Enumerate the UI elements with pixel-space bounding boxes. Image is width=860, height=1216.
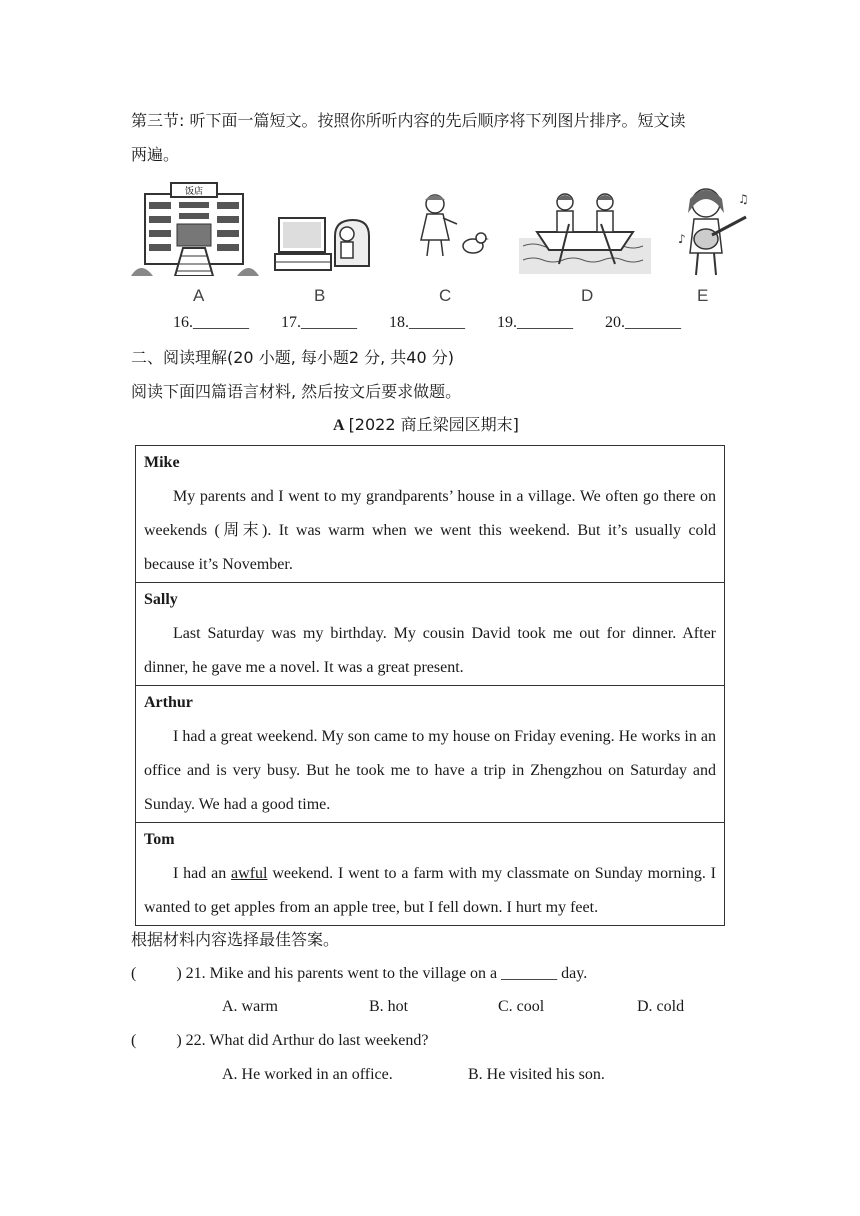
entry-text: I had a great weekend. My son came to my house on Friday evening. He works in an office and is very busy. But he took me to have a trip in Zhengzhou on Saturday and Sunday. We had a good time. — [144, 728, 716, 813]
hotel-icon — [131, 180, 259, 276]
picture-label-a: A — [193, 286, 205, 305]
girl-guitar-icon — [672, 183, 752, 279]
hotel-sign: 饭店 — [184, 187, 204, 197]
section-3-instruction-line1: 第三节: 听下面一篇短文。按照你所听内容的先后顺序将下列图片排序。短文读 — [131, 111, 686, 130]
picture-label-c: C — [439, 286, 452, 305]
answer-blank-20[interactable]: 20._______ — [605, 314, 681, 331]
picture-label-d: D — [581, 286, 594, 305]
passage-source: [2022 商丘梁园区期末] — [348, 415, 519, 434]
passage-a-heading — [333, 408, 519, 443]
answer-paren[interactable]: ( ) — [131, 965, 182, 982]
passage-entry-mike — [136, 446, 725, 583]
entry-text: Last Saturday was my birthday. My cousin David took me out for dinner. After dinner, he gave me a novel. It was a great present. — [144, 625, 716, 676]
section-3-instruction-line2: 两遍。 — [131, 145, 180, 164]
part-2-title: 二、阅读理解(20 小题, 每小题2 分, 共40 分) — [131, 348, 454, 367]
passage-entry-arthur — [136, 686, 725, 823]
underlined-word: awful — [231, 865, 268, 882]
question-stem: 21. Mike and his parents went to the village on a _______ day. — [185, 965, 588, 982]
entry-text-after: weekend. I went to a farm with my classmate on Sunday morning. I wanted to get apples from an apple tree, but I fell down. I hurt my feet. — [144, 865, 717, 916]
answer-blank-19[interactable]: 19._______ — [497, 314, 573, 331]
rowing-boat-icon — [519, 188, 651, 274]
passage-letter: A — [333, 417, 345, 434]
entry-name: Tom — [144, 831, 175, 848]
girl-feeding-bird-icon — [413, 190, 489, 266]
q22-option-b[interactable]: B. He visited his son. — [468, 1066, 605, 1083]
passage-a-table — [135, 445, 725, 926]
q21-option-a[interactable]: A. warm — [222, 998, 278, 1015]
entry-name: Arthur — [144, 694, 193, 711]
entry-text-before: I had an — [173, 865, 232, 882]
question-stem: 22. What did Arthur do last weekend? — [185, 1032, 429, 1049]
svg-text:♫: ♫ — [738, 192, 749, 206]
picture-label-e: E — [697, 286, 709, 305]
entry-name: Sally — [144, 591, 178, 608]
answer-blank-16[interactable]: 16._______ — [173, 314, 249, 331]
passage-entry-tom — [136, 823, 725, 926]
tv-watching-icon — [273, 210, 373, 274]
question-instruction: 根据材料内容选择最佳答案。 — [131, 930, 340, 949]
picture-label-b: B — [314, 286, 326, 305]
question-21 — [131, 957, 587, 991]
question-22 — [131, 1024, 428, 1058]
entry-name: Mike — [144, 454, 180, 471]
entry-text: My parents and I went to my grandparents’ house in a village. We often go there on weekends (周末). It was warm when we went this weekend. But it’s usually cold because it’s November. — [144, 488, 716, 573]
q22-option-a[interactable]: A. He worked in an office. — [222, 1066, 393, 1083]
entry-text — [144, 857, 716, 925]
q21-option-c[interactable]: C. cool — [498, 998, 545, 1015]
answer-paren[interactable]: ( ) — [131, 1032, 182, 1049]
passage-entry-sally — [136, 583, 725, 686]
answer-blank-18[interactable]: 18._______ — [389, 314, 465, 331]
svg-text:♪: ♪ — [678, 232, 686, 246]
part-2-instruction: 阅读下面四篇语言材料, 然后按文后要求做题。 — [131, 382, 462, 401]
answer-blank-17[interactable]: 17._______ — [281, 314, 357, 331]
q21-option-b[interactable]: B. hot — [369, 998, 409, 1015]
q21-option-d[interactable]: D. cold — [637, 998, 685, 1015]
